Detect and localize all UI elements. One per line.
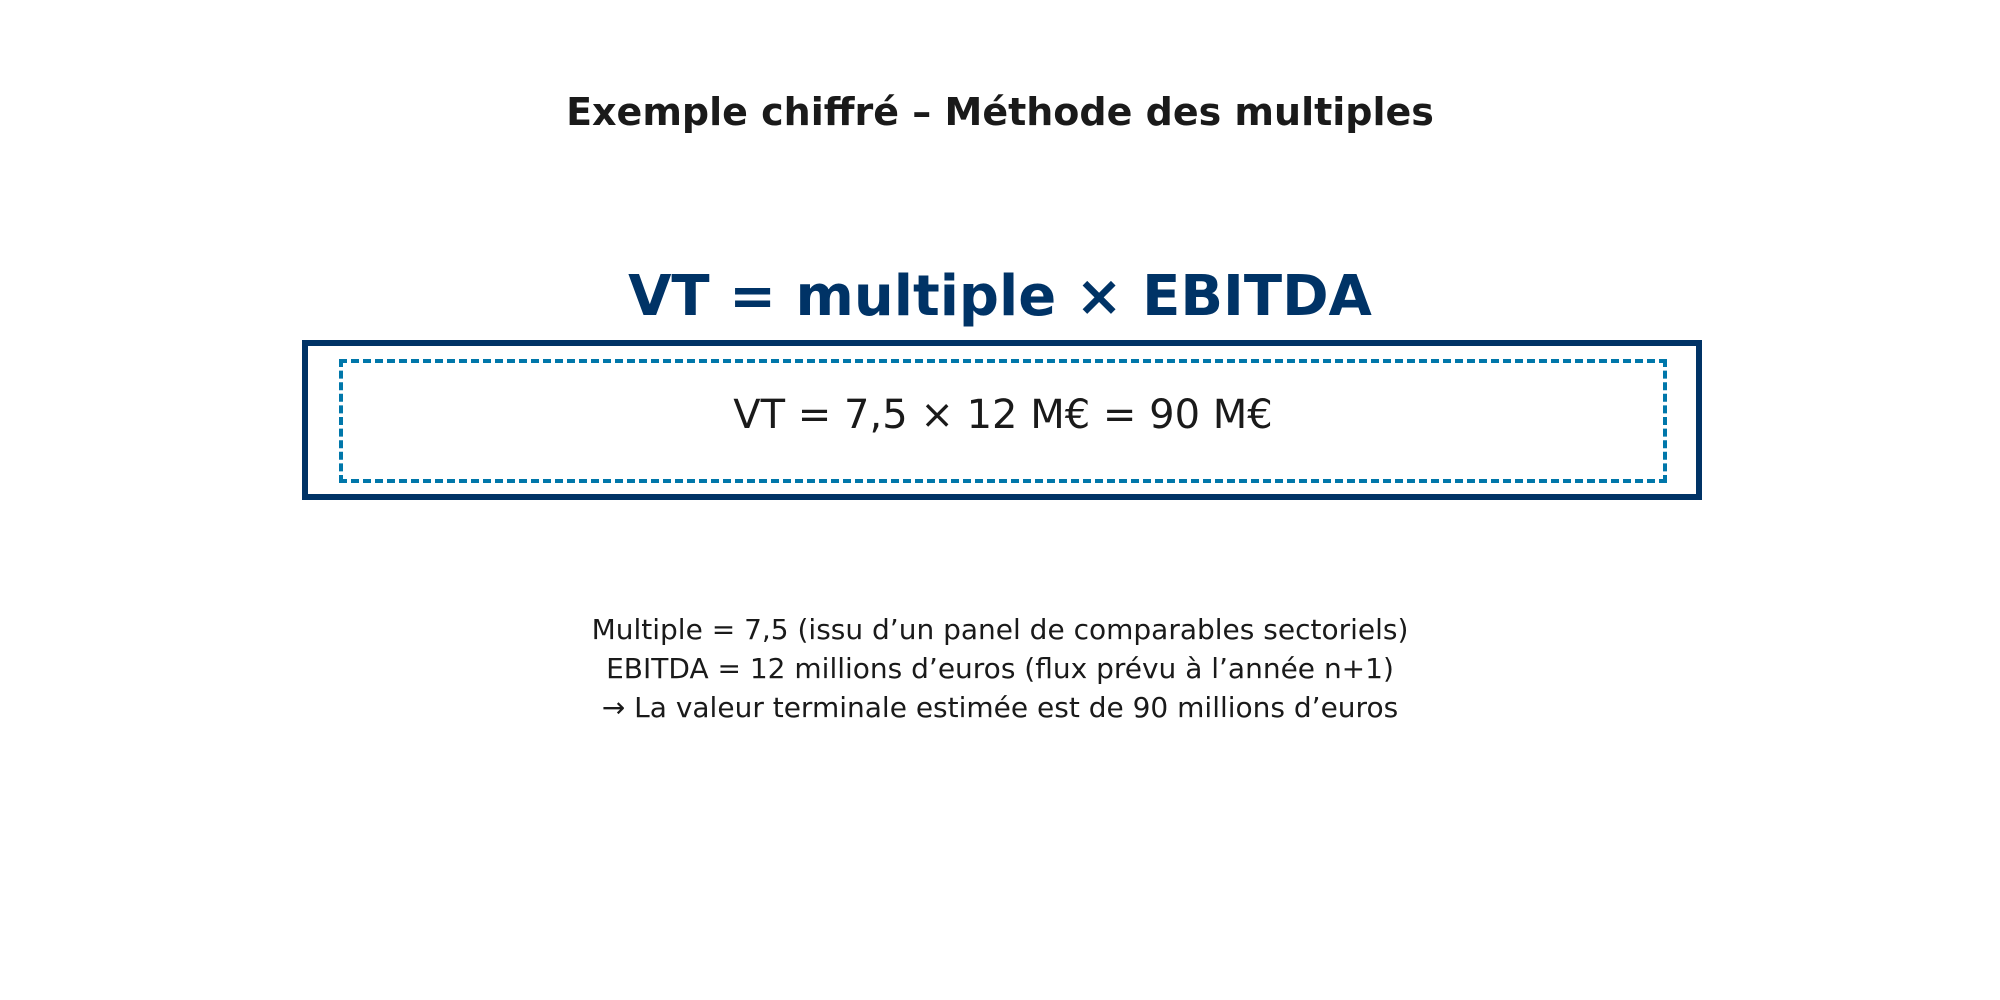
note-multiple: Multiple = 7,5 (issu d’un panel de comparables sectoriels) — [591, 613, 1409, 646]
page-title: Exemple chiffré – Méthode des multiples — [566, 90, 1434, 134]
explanation-notes — [0, 610, 2000, 727]
note-ebitda: EBITDA = 12 millions d’euros (flux prévu à l’année n+1) — [606, 652, 1394, 685]
general-formula: VT = multiple × EBITDA — [628, 264, 1372, 329]
calculation-inner-frame — [339, 359, 1667, 483]
note-conclusion: → La valeur terminale estimée est de 90 millions d’euros — [601, 691, 1399, 724]
calculation-result: VT = 7,5 × 12 M€ = 90 M€ — [733, 392, 1273, 438]
